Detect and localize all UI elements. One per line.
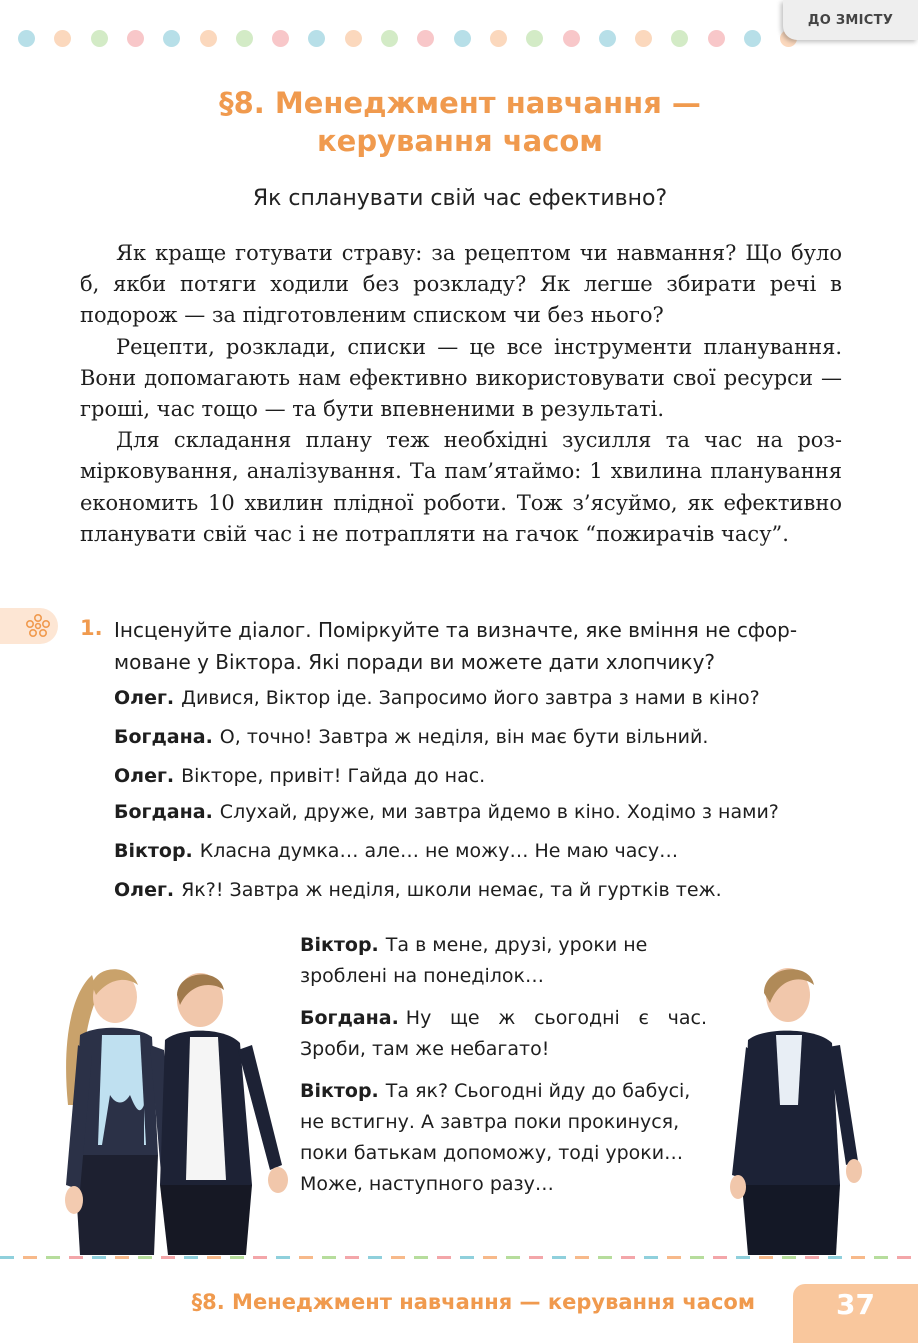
rule-dash <box>460 1256 474 1259</box>
decorative-dot <box>490 30 507 47</box>
rule-dash <box>253 1256 267 1259</box>
speaker-name: Віктор. <box>114 840 193 862</box>
decorative-dot-row <box>18 30 798 48</box>
intro-text <box>80 238 842 550</box>
rule-dash <box>276 1256 290 1259</box>
dialogue-line <box>114 800 854 824</box>
dialogue-line <box>114 686 854 710</box>
speaker-name: Олег. <box>114 687 175 709</box>
rule-dash <box>230 1256 244 1259</box>
dialogue-line <box>114 839 854 863</box>
decorative-dot <box>381 30 398 47</box>
decorative-dot <box>635 30 652 47</box>
rule-dash <box>299 1256 313 1259</box>
dialogue-block <box>114 686 854 917</box>
task-marker <box>0 608 58 644</box>
decorative-dot <box>526 30 543 47</box>
decorative-dot <box>563 30 580 47</box>
rule-dash <box>713 1256 727 1259</box>
speaker-line: Та як? Сьогодні йду до бабусі, не встигну. А завтра поки прокинуся, поки батькам допоможу, тоді уроки… Може, наступного разу… <box>300 1080 691 1195</box>
photo-viktor <box>728 955 868 1255</box>
rule-dash <box>782 1256 796 1259</box>
decorative-dot <box>127 30 144 47</box>
intro-paragraph-3: Для складання плану теж необхідні зусилля та час на розмірковування, аналізування. Та пам’ятаймо: 1 хвилина планування економить 10 хвилин плідної роботи. Тож з’ясуймо, як ефективно планувати свій час і не потрапляти на гачок “пожирачів часу”. <box>80 428 842 546</box>
page-number: 37 <box>793 1284 918 1343</box>
rule-dash <box>644 1256 658 1259</box>
rule-dash <box>552 1256 566 1259</box>
rule-dash <box>23 1256 37 1259</box>
rule-dash <box>368 1256 382 1259</box>
rule-dash <box>322 1256 336 1259</box>
rule-dash <box>161 1256 175 1259</box>
decorative-dot <box>91 30 108 47</box>
task-text: Інсценуйте діалог. Поміркуйте та визначте, яке вміння не сформоване у Віктора. Які поради ви можете дати хлопчику? <box>114 618 798 674</box>
title-line-2: керування часом <box>316 124 604 158</box>
dialogue-block-continued <box>300 930 707 1211</box>
footer-title: §8. Менеджмент навчання — керування часом <box>191 1290 755 1314</box>
dialogue-line <box>114 764 854 788</box>
speaker-name: Віктор. <box>300 1080 379 1102</box>
photo-girl-and-boy <box>40 955 290 1255</box>
rule-dash <box>69 1256 83 1259</box>
title-line-1: §8. Менеджмент навчання — <box>219 86 701 120</box>
page-title <box>100 84 820 160</box>
rule-dash <box>0 1256 14 1259</box>
decorative-dot <box>272 30 289 47</box>
speaker-name: Віктор. <box>300 934 379 956</box>
decorative-dot <box>671 30 688 47</box>
dialogue-line <box>300 1003 707 1065</box>
footer-dashed-rule <box>0 1256 918 1260</box>
decorative-dot <box>454 30 471 47</box>
decorative-dot <box>599 30 616 47</box>
group-work-icon <box>25 613 51 639</box>
rule-dash <box>851 1256 865 1259</box>
rule-dash <box>759 1256 773 1259</box>
rule-dash <box>138 1256 152 1259</box>
speaker-name: Богдана. <box>114 726 213 748</box>
speaker-line: О, точно! Завтра ж неділя, він має бути вільний. <box>219 726 709 748</box>
speaker-line: Дивися, Віктор іде. Запросимо його завтра з нами в кіно? <box>181 687 760 709</box>
decorative-dot <box>708 30 725 47</box>
speaker-name: Богдана. <box>114 801 213 823</box>
decorative-dot <box>417 30 434 47</box>
speaker-line: Слухай, друже, ми завтра йдемо в кіно. Ходімо з нами? <box>219 801 779 823</box>
decorative-dot <box>744 30 761 47</box>
rule-dash <box>207 1256 221 1259</box>
rule-dash <box>437 1256 451 1259</box>
decorative-dot <box>163 30 180 47</box>
rule-dash <box>805 1256 819 1259</box>
speaker-line: Класна думка… але… не можу… Не маю часу… <box>199 840 679 862</box>
speaker-line: Як?! Завтра ж неділя, школи немає, та й гуртків теж. <box>181 879 722 901</box>
rule-dash <box>736 1256 750 1259</box>
decorative-dot <box>18 30 35 47</box>
rule-dash <box>690 1256 704 1259</box>
rule-dash <box>874 1256 888 1259</box>
decorative-dot <box>308 30 325 47</box>
dialogue-line <box>114 878 854 902</box>
rule-dash <box>621 1256 635 1259</box>
speaker-line: Та в мене, друзі, уроки не зроблені на понеділок… <box>300 934 648 987</box>
speaker-name: Олег. <box>114 765 175 787</box>
speaker-line: Ну ще ж сьогодні є час. Зроби, там же небагато! <box>300 1007 707 1060</box>
speaker-line: Вікторе, привіт! Гайда до нас. <box>181 765 486 787</box>
rule-dash <box>897 1256 911 1259</box>
intro-paragraph-2: Рецепти, розклади, списки — це все інструменти планування. Вони допомагають нам ефективно використовувати свої ресурси — гроші, час тощо — та бути впевненими в результаті. <box>80 334 842 422</box>
decorative-dot <box>54 30 71 47</box>
decorative-dot <box>200 30 217 47</box>
rule-dash <box>667 1256 681 1259</box>
rule-dash <box>184 1256 198 1259</box>
task-number: 1. <box>80 616 103 640</box>
speaker-name: Олег. <box>114 879 175 901</box>
rule-dash <box>828 1256 842 1259</box>
rule-dash <box>506 1256 520 1259</box>
rule-dash <box>483 1256 497 1259</box>
decorative-dot <box>345 30 362 47</box>
rule-dash <box>529 1256 543 1259</box>
rule-dash <box>345 1256 359 1259</box>
dialogue-line <box>114 725 854 749</box>
decorative-dot <box>236 30 253 47</box>
to-contents-button[interactable]: ДО ЗМІСТУ <box>783 0 918 40</box>
rule-dash <box>46 1256 60 1259</box>
rule-dash <box>391 1256 405 1259</box>
rule-dash <box>575 1256 589 1259</box>
intro-paragraph-1: Як краще готувати страву: за рецептом чи навмання? Що було б, якби потяги ходили без розкладу? Як легше збирати речі в подорож — за підготовленим списком чи без нього? <box>80 241 842 328</box>
dialogue-line <box>300 930 707 992</box>
section-question: Як спланувати свій час ефективно? <box>252 186 668 211</box>
dialogue-line <box>300 1076 707 1200</box>
rule-dash <box>414 1256 428 1259</box>
rule-dash <box>92 1256 106 1259</box>
speaker-name: Богдана. <box>300 1007 399 1029</box>
rule-dash <box>598 1256 612 1259</box>
rule-dash <box>115 1256 129 1259</box>
